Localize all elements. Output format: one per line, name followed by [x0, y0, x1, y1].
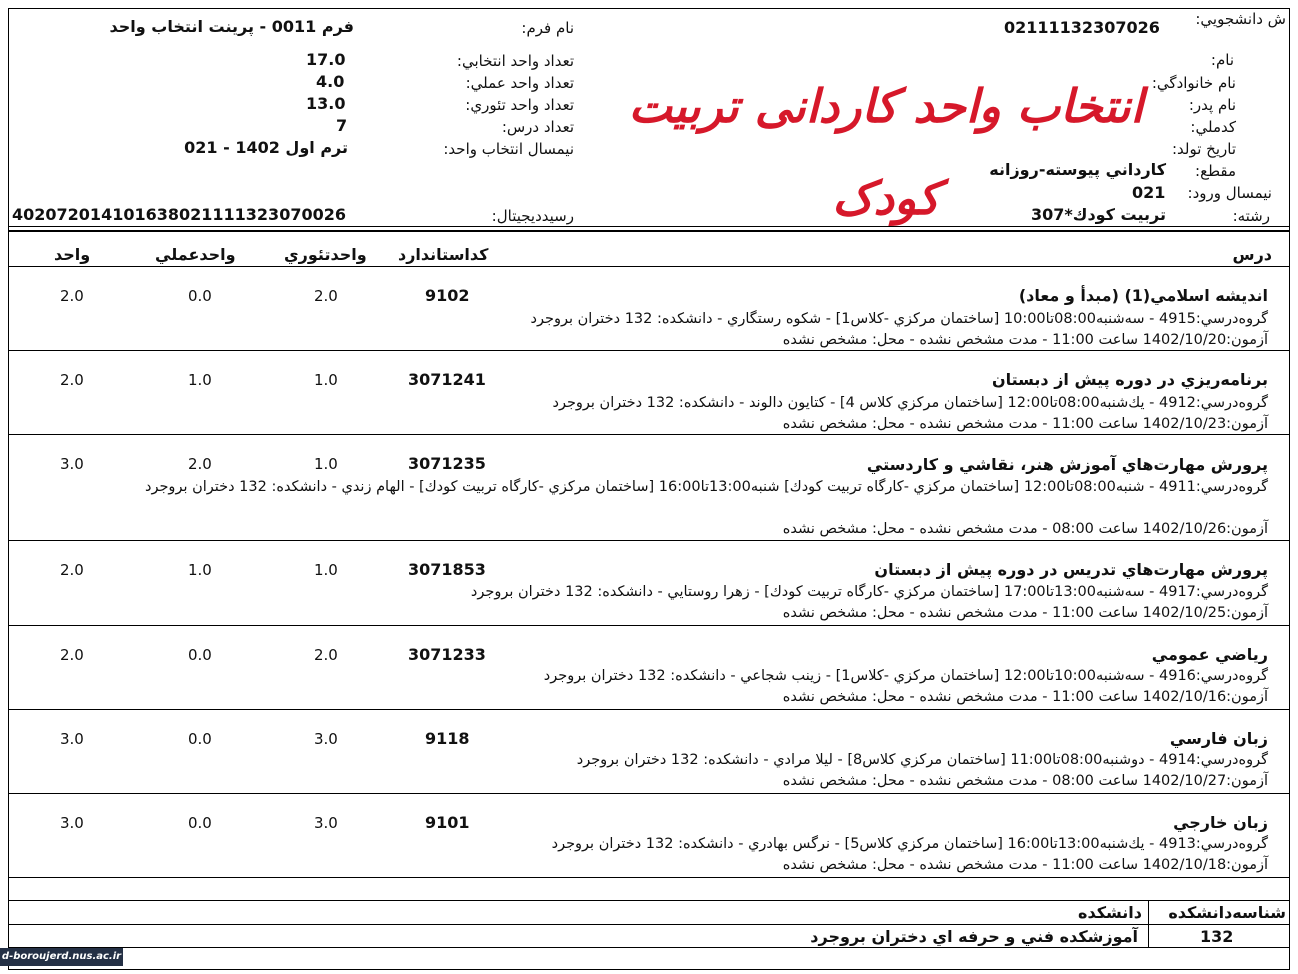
course-units: 2.0	[60, 287, 84, 305]
form-name-label: نام فرم:	[521, 19, 574, 37]
first-name-label: نام:	[1210, 51, 1234, 69]
receipt-value: 402072014101638021111323070026	[12, 205, 346, 224]
course-practical: 1.0	[188, 371, 212, 389]
course-units: 2.0	[60, 371, 84, 389]
course-name: پرورش مهارت‌هاي آموزش هنر، نقاشي و كاردستي	[866, 455, 1268, 474]
row-divider	[8, 793, 1290, 794]
course-name: زبان فارسي	[1169, 729, 1268, 748]
footer-mid-divider	[8, 924, 1290, 925]
practical-units-label: تعداد واحد عملي:	[465, 74, 574, 92]
course-theory: 1.0	[314, 455, 338, 473]
row-divider	[8, 350, 1290, 351]
course-units: 3.0	[60, 814, 84, 832]
theory-units-label: تعداد واحد تئوري:	[465, 96, 574, 114]
course-schedule: گروه‌درسي:4912 - يك‌شنبه08:00تا12:00 [ساختمان مركزي كلاس 4] - كتايون دالوند - دانشكده: 132 دختران بروجرد	[552, 395, 1268, 411]
course-schedule: گروه‌درسي:4915 - سه‌شنبه08:00تا10:00 [ساختمان مركزي -كلاس1] - شكوه رستگاري - دانشكده: 132 دختران بروجرد	[530, 311, 1268, 327]
course-count-label: تعداد درس:	[501, 118, 574, 136]
form-name-value: فرم 0011 - پرينت انتخاب واحد	[109, 17, 354, 36]
course-code: 3071235	[408, 454, 486, 473]
family-name-label: نام خانوادگي:	[1151, 74, 1236, 92]
footer-top-divider	[8, 900, 1290, 901]
col-course: درس	[1232, 245, 1272, 264]
course-exam: آزمون:1402/10/20 ساعت 11:00 - مدت مشخص نشده - محل: مشخص نشده	[782, 332, 1268, 348]
row-divider	[8, 540, 1290, 541]
col-code: كداستاندارد	[398, 245, 489, 264]
receipt-label: رسيدديجيتال:	[491, 207, 574, 225]
course-count-value: 7	[336, 116, 348, 135]
course-exam: آزمون:1402/10/25 ساعت 11:00 - مدت مشخص نشده - محل: مشخص نشده	[782, 605, 1268, 621]
course-theory: 2.0	[314, 646, 338, 664]
site-watermark-logo: d-boroujerd.nus.ac.ir	[0, 948, 123, 966]
entry-term-label: نيمسال ورود:	[1187, 184, 1272, 202]
course-schedule: گروه‌درسي:4913 - يك‌شنبه13:00تا16:00 [ساختمان مركزي كلاس5] - نرگس بهادري - دانشكده: 132 دختران بروجرد	[551, 836, 1268, 852]
course-schedule: گروه‌درسي:4914 - دوشنبه08:00تا11:00 [ساختمان مركزي كلاس8] - ليلا مرادي - دانشكده: 132 دختران بروجرد	[576, 752, 1268, 768]
level-value: كارداني پيوسته-روزانه	[989, 160, 1166, 179]
row-divider	[8, 877, 1290, 878]
selected-units-value: 17.0	[306, 50, 346, 69]
course-theory: 3.0	[314, 814, 338, 832]
faculty-id-header: شناسه‌دانشكده	[1168, 903, 1286, 922]
practical-units-value: 4.0	[316, 72, 345, 91]
course-practical: 0.0	[188, 730, 212, 748]
course-code: 3071233	[408, 645, 486, 664]
course-exam: آزمون:1402/10/18 ساعت 11:00 - مدت مشخص نشده - محل: مشخص نشده	[782, 857, 1268, 873]
course-name: رياضي عمومي	[1151, 645, 1268, 664]
row-divider	[8, 434, 1290, 435]
course-name: برنامه‌ريزي در دوره پيش از دبستان	[991, 370, 1268, 389]
course-units: 3.0	[60, 730, 84, 748]
course-exam: آزمون:1402/10/16 ساعت 11:00 - مدت مشخص نشده - محل: مشخص نشده	[782, 689, 1268, 705]
footer-col-divider	[1148, 900, 1149, 947]
course-code: 9101	[425, 813, 470, 832]
course-practical: 0.0	[188, 646, 212, 664]
course-name: زبان خارجي	[1173, 813, 1268, 832]
course-name: پرورش مهارت‌هاي تدريس در دوره پيش از دبستان	[874, 560, 1268, 579]
row-divider	[8, 709, 1290, 710]
course-theory: 2.0	[314, 287, 338, 305]
student-no: 02111132307026	[1004, 18, 1160, 37]
course-exam: آزمون:1402/10/23 ساعت 11:00 - مدت مشخص نشده - محل: مشخص نشده	[782, 416, 1268, 432]
course-exam: آزمون:1402/10/26 ساعت 08:00 - مدت مشخص نشده - محل: مشخص نشده	[782, 521, 1268, 537]
term-value: ترم اول 1402 - 021	[184, 138, 348, 157]
course-code: 3071241	[408, 370, 486, 389]
course-practical: 0.0	[188, 287, 212, 305]
entry-term-value: 021	[1132, 183, 1166, 202]
birth-date-label: تاريخ تولد:	[1171, 140, 1236, 158]
student-no-label: ش دانشجويي:	[1195, 10, 1286, 28]
father-name-label: نام پدر:	[1188, 96, 1236, 114]
course-code: 9118	[425, 729, 470, 748]
course-units: 2.0	[60, 646, 84, 664]
major-value: تربيت كودك*307	[1031, 205, 1166, 224]
row-divider	[8, 625, 1290, 626]
course-units: 2.0	[60, 561, 84, 579]
title-banner: انتخاب واحد کاردانی تربیت کودک	[628, 79, 1144, 225]
course-units: 3.0	[60, 455, 84, 473]
course-theory: 1.0	[314, 561, 338, 579]
theory-units-value: 13.0	[306, 94, 346, 113]
divider	[8, 226, 1290, 227]
national-code-label: كدملي:	[1190, 118, 1236, 136]
course-schedule: گروه‌درسي:4916 - سه‌شنبه10:00تا12:00 [ساختمان مركزي -كلاس1] - زينب شجاعي - دانشكده: 132 دختران بروجرد	[543, 668, 1268, 684]
table-head-divider	[8, 266, 1290, 267]
faculty-header: دانشكده	[1078, 903, 1142, 922]
course-code: 9102	[425, 286, 470, 305]
course-practical: 1.0	[188, 561, 212, 579]
term-label: نيمسال انتخاب واحد:	[443, 140, 574, 158]
course-code: 3071853	[408, 560, 486, 579]
faculty-name-value: آموزشكده فني و حرفه اي دختران بروجرد	[810, 927, 1138, 946]
course-schedule: گروه‌درسي:4917 - سه‌شنبه13:00تا17:00 [ساختمان مركزي -كارگاه تربيت كودك] - زهرا روستايي - دانشكده: 132 دختران بروجرد	[470, 584, 1268, 600]
course-exam: آزمون:1402/10/27 ساعت 08:00 - مدت مشخص نشده - محل: مشخص نشده	[782, 773, 1268, 789]
header-divider	[8, 230, 1290, 232]
level-label: مقطع:	[1195, 162, 1236, 180]
col-theory: واحدتئوري	[284, 245, 367, 264]
major-label: رشته:	[1232, 207, 1270, 225]
faculty-id-value: 132	[1200, 927, 1234, 946]
col-units: واحد	[54, 245, 91, 264]
course-practical: 0.0	[188, 814, 212, 832]
course-theory: 1.0	[314, 371, 338, 389]
course-name: انديشه اسلامي(1) (مبدأ و معاد)	[1018, 286, 1268, 305]
course-practical: 2.0	[188, 455, 212, 473]
course-theory: 3.0	[314, 730, 338, 748]
col-practical: واحدعملي	[155, 245, 236, 264]
footer-bottom-divider	[8, 947, 1290, 948]
selected-units-label: تعداد واحد انتخابي:	[456, 52, 574, 70]
course-schedule: گروه‌درسي:4911 - شنبه08:00تا12:00 [ساختمان مركزي -كارگاه تربيت كودك] شنبه13:00تا16:00 [ساختمان مركزي -كارگاه تربيت كودك] - الهام زندي - دانشكده: 132 دختران بروجرد	[145, 479, 1268, 495]
